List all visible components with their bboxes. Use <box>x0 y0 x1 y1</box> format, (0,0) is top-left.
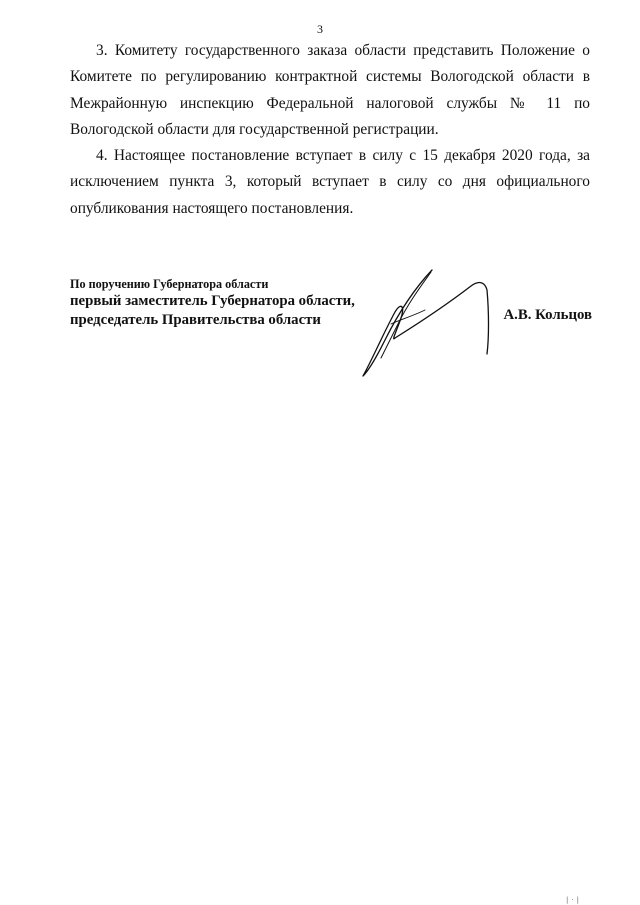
signatory-position-line1: первый заместитель Губернатора области, <box>70 293 355 309</box>
signatory-name: А.В. Кольцов <box>503 307 592 323</box>
page-number: 3 <box>317 22 323 36</box>
handwritten-signature <box>355 262 515 382</box>
paragraph-3: 3. Комитету государственного заказа области представить Положение о Комитете по регулированию контрактной системы Вологодской области в Межрайонную инспекцию Федеральной налоговой службы № 11 по Вологодской области для государственной регистрации. <box>70 42 590 138</box>
body-text <box>70 38 590 222</box>
signature-instruction: По поручению Губернатора области <box>70 277 269 291</box>
footer-mark: |·| <box>566 896 582 904</box>
signatory-position-line2: председатель Правительства области <box>70 311 321 328</box>
paragraph-4: 4. Настоящее постановление вступает в силу с 15 декабря 2020 года, за исключением пункта 3, который вступает в силу со дня официального опубликования настоящего постановления. <box>70 147 590 217</box>
